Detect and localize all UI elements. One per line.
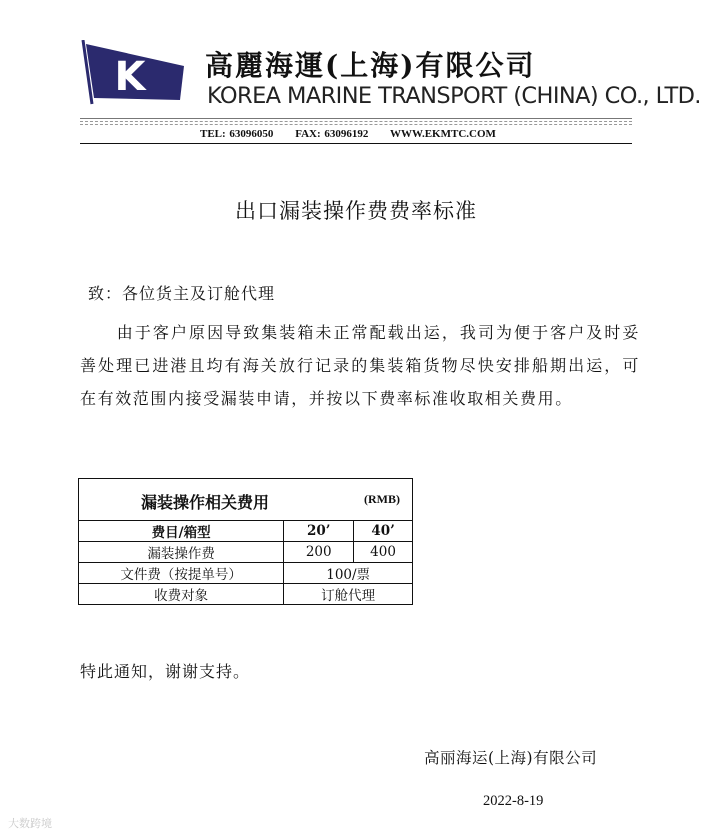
salutation: 致：各位货主及订舱代理 [88, 284, 276, 303]
table-row [79, 584, 413, 605]
header-divider-dashed [80, 121, 632, 122]
row-value-40: 400 [354, 542, 413, 563]
document-date: 2022-8-19 [483, 793, 544, 809]
company-name-cn: 高麗海運(上海)有限公司 [205, 49, 536, 82]
header-divider-dashed-2 [80, 124, 632, 125]
website-address: WWW.EKMTC.COM [389, 128, 496, 140]
row-item: 漏装操作费 [79, 542, 284, 563]
row-value-merged: 100/票 [284, 563, 413, 584]
header-divider [80, 118, 632, 119]
col-header-20: 20’ [284, 521, 354, 542]
fee-table-title-cell [79, 479, 413, 521]
row-item: 收费对象 [79, 584, 284, 605]
logo-letter: K [114, 54, 146, 100]
contact-line [200, 128, 514, 140]
fee-table-column-headers [79, 521, 413, 542]
row-item: 文件费（按提单号） [79, 563, 284, 584]
watermark [8, 815, 52, 831]
company-name-en: KOREA MARINE TRANSPORT (CHINA) CO., LTD. [207, 83, 701, 109]
table-row [79, 563, 413, 584]
fax-number: FAX: 63096192 [295, 128, 369, 140]
closing-notice: 特此通知，谢谢支持。 [80, 662, 251, 681]
document-title: 出口漏装操作费费率标准 [235, 199, 477, 223]
col-header-item: 费目/箱型 [79, 521, 284, 542]
fee-table-header-row [79, 479, 413, 521]
signature-company: 高丽海运(上海)有限公司 [424, 749, 598, 767]
table-row [79, 542, 413, 563]
fee-table-unit: (RMB) [364, 492, 400, 506]
tel-number: TEL: 63096050 [200, 128, 274, 140]
row-value-merged: 订舱代理 [284, 584, 413, 605]
row-value-20: 200 [284, 542, 354, 563]
watermark-text: 大数跨境 [8, 817, 52, 830]
fee-table [78, 478, 413, 605]
body-paragraph: 由于客户原因导致集装箱未正常配载出运，我司为便于客户及时妥善处理已进港且均有海关放行记录的集装箱货物尽快安排船期出运，可在有效范围内接受漏装申请，并按以下费率标准收取相关费用。 [80, 323, 640, 408]
company-logo [80, 40, 186, 106]
fee-table-title: 漏装操作相关费用 [141, 493, 270, 512]
contact-divider [80, 143, 632, 144]
col-header-40: 40’ [354, 521, 413, 542]
